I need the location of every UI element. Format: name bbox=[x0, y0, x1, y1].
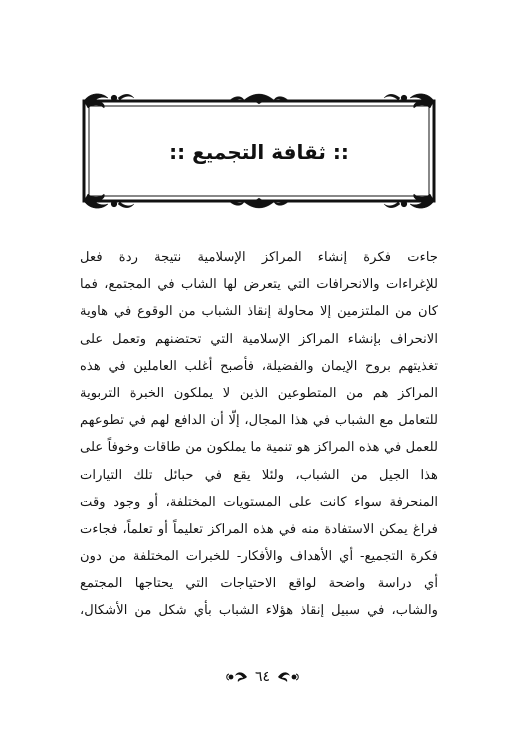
body-line: فكرة التجميع- أي الأهداف والأفكار- للخبرات المختلفة من دون bbox=[80, 549, 438, 565]
body-line: جاءت فكرة إنشاء المراكز الإسلامية نتيجة ردة فعل bbox=[80, 250, 438, 265]
body-line: أي دراسة واضحة لواقع الاحتياجات التي يحتاجها المجتمع bbox=[80, 576, 438, 592]
chapter-title: :: ثقافة التجميع :: bbox=[169, 140, 349, 164]
body-line: الانحراف بإنشاء المراكز الإسلامية التي تحتضنهم وتعمل على bbox=[80, 331, 438, 347]
footer-flourish-icon bbox=[225, 670, 249, 684]
body-line: للإغراءات والانحرافات التي يتعرض لها الشاب في المجتمع، فما bbox=[80, 277, 438, 293]
body-line: كان من الملتزمين إلا محاولة إنقاذ الشباب من الوقوع في هاوية bbox=[80, 304, 438, 320]
body-line: المنحرفة سواء كانت على المستويات المختلفة، أو وجود وقت bbox=[80, 494, 438, 510]
body-line: فراغ يمكن الاستفادة منه في هذه المراكز تعليماً أو تعلماً، فجاءت bbox=[80, 521, 438, 537]
body-line: هذا الجيل من الشباب، ولئلا يقع في حبائل تلك التيارات bbox=[80, 467, 438, 483]
footer-flourish-icon bbox=[276, 670, 300, 684]
page-number: ٦٤ bbox=[254, 669, 271, 685]
body-line: للتعامل مع الشباب في هذا المجال، إلّا أن الدافع لهم في تطوعهم bbox=[80, 413, 438, 429]
body-line: والشاب، في سبيل إنقاذ هؤلاء الشباب بأي شكل من الأشكال، bbox=[80, 603, 438, 619]
body-line: تغذيتهم بروح الإيمان والفضيلة، فأصبح أغلب العاملين في هذه bbox=[80, 358, 438, 374]
chapter-title-frame bbox=[80, 92, 438, 210]
body-line: للعمل في هذه المراكز هو تنمية ما يملكون من طاقات وخوفاً على bbox=[80, 440, 438, 456]
page-footer bbox=[0, 666, 525, 688]
body-line: المراكز هم من المتطوعين الذين لا يملكون الخبرة التربوية bbox=[80, 385, 438, 401]
body-paragraph bbox=[80, 244, 438, 625]
